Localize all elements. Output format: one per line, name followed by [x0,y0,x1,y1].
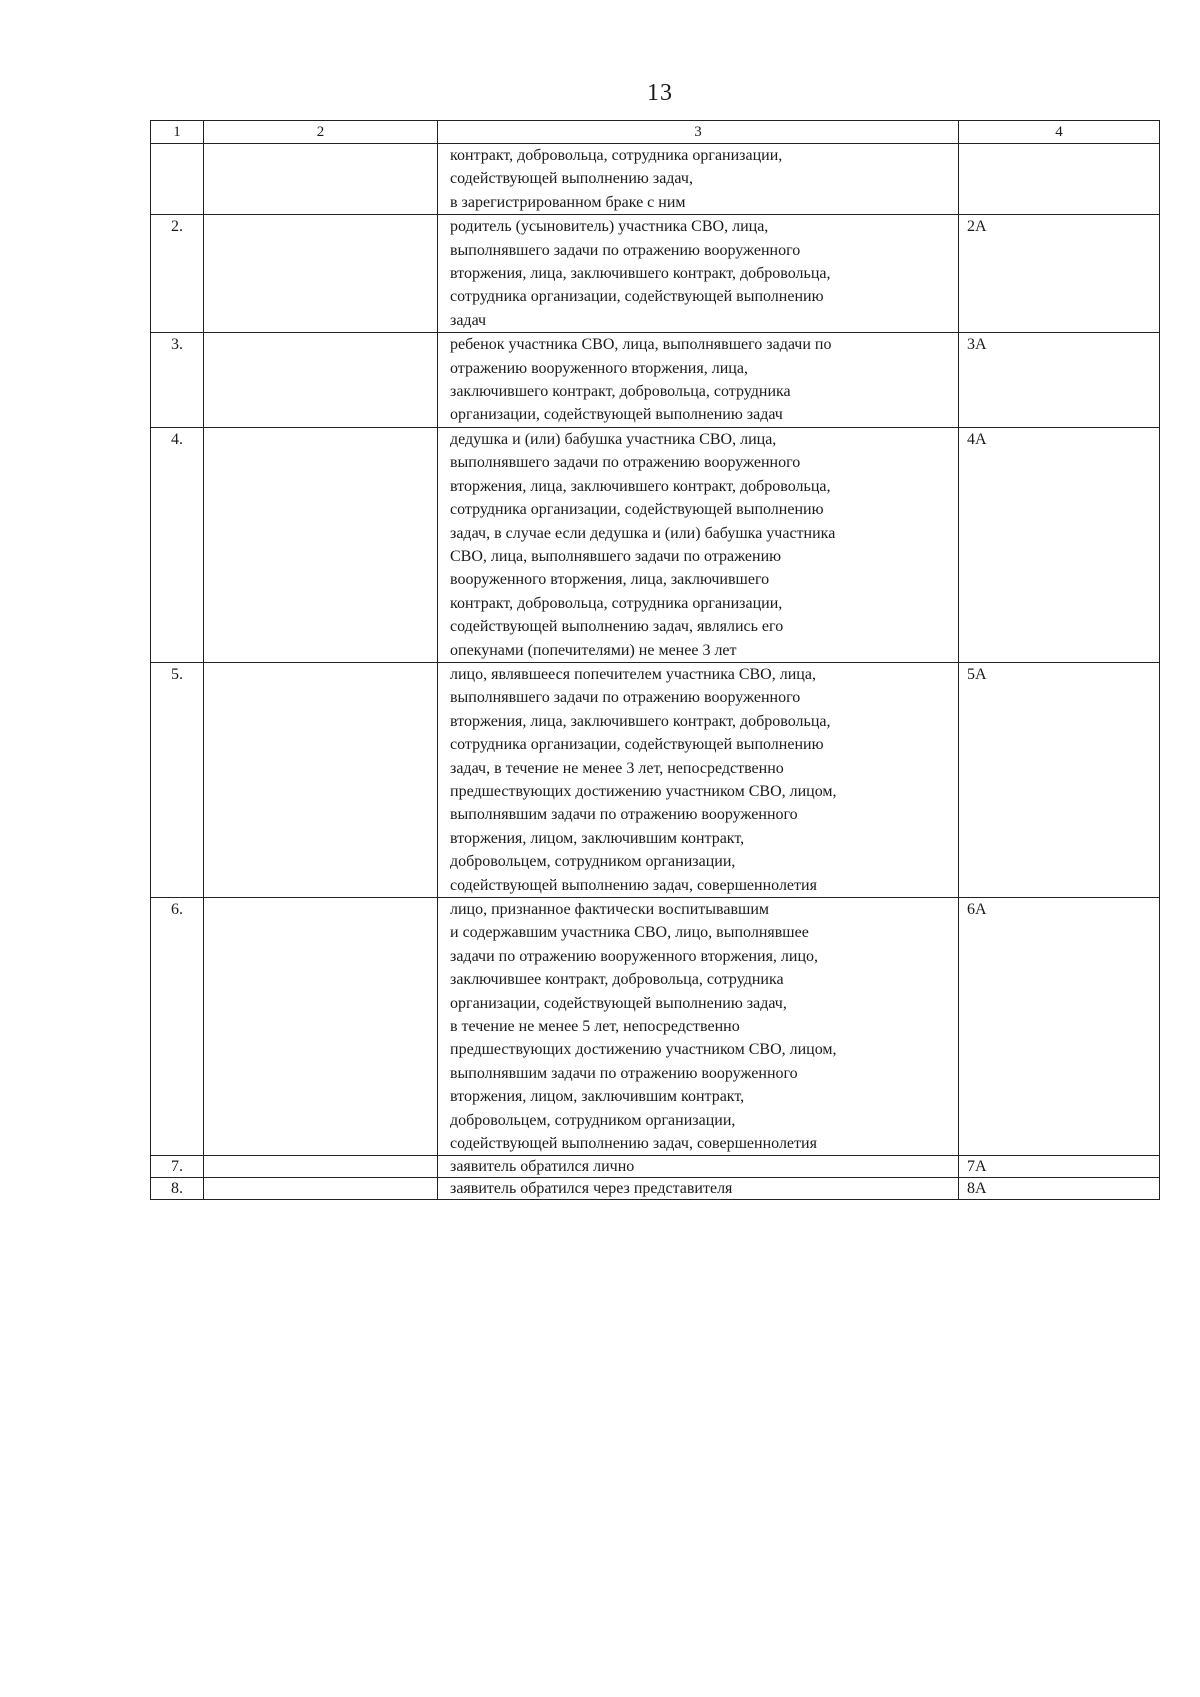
row-col2-cell [204,144,438,215]
row-number-text: 6. [171,901,183,918]
row-description [438,898,959,1156]
row-code-text: 3А [967,336,987,354]
row-description-text: заявитель обратился лично [450,1158,635,1176]
row-description-text: родитель (усыновитель) участника СВО, лица, выполнявшего задачи по отражению вооруженного вторжения, лица, заключившего контракт, добровольца, сотрудника организации, содействующей выполнению задач [450,218,831,329]
table-row [151,144,1160,215]
row-description [438,333,959,428]
table-row [151,427,1160,662]
table-header-row [151,121,1160,144]
row-col2-cell [204,662,438,897]
row-description-text: лицо, признанное фактически воспитывавшим и содержавшим участника СВО, лицо, выполнявшее задачи по отражению вооруженного вторжения, лицо, заключившее контракт, добровольца, сотрудника организации, содействующей выполнению задач, в течение не менее 5 лет, непосредственно предшествующих достижению участником СВО, лицом, выполнявшим задачи по отражению вооруженного вторжения, лицом, заключившим контракт, добровольцем, сотрудником организации, содействующей выполнению задач, совершеннолетия [450,901,837,1153]
row-description [438,1156,959,1178]
row-number-text: 4. [171,430,183,448]
row-description-text: дедушка и (или) бабушка участника СВО, лица, выполнявшего задачи по отражению вооруженного вторжения, лица, заключившего контракт, добровольца, сотрудника организации, содействующей выполнению задач, в случае если дедушка и (или) бабушка участника СВО, лица, выполнявшего задачи по отражению вооруженного вторжения, лица, заключившего контракт, добровольца, сотрудника организации, содействующей выполнению задач, являлись его опекунами (попечителями) не менее 3 лет [450,430,836,659]
row-number [151,1156,204,1178]
row-col2-cell [204,427,438,662]
row-code [959,144,1160,215]
row-code [959,1178,1160,1200]
row-code-text: 2А [967,218,987,236]
row-code-text: 5А [967,665,987,683]
table-row [151,215,1160,333]
row-code [959,333,1160,428]
row-number [151,898,204,1156]
row-col2-cell [204,333,438,428]
row-description [438,1178,959,1200]
table-row [151,662,1160,897]
row-description-text: контракт, добровольца, сотрудника организации, содействующей выполнению задач, в зарегистрированном браке с ним [450,147,783,211]
row-col2-cell [204,1178,438,1200]
row-col2-cell [204,898,438,1156]
row-number-text: 3. [171,336,183,354]
row-code-text: 7А [967,1158,987,1176]
row-description-text: заявитель обратился через представителя [450,1180,733,1198]
row-description-text: ребенок участника СВО, лица, выполнявшего задачи по отражению вооруженного вторжения, лица, заключившего контракт, добровольца, сотрудника организации, содействующей выполнению задач [450,336,832,424]
document-table-wrapper [150,120,1160,1200]
row-code [959,427,1160,662]
table-row [151,333,1160,428]
row-number [151,144,204,215]
row-number [151,662,204,897]
row-number-text: 8. [171,1180,183,1198]
row-description [438,662,959,897]
document-table [150,120,1160,1200]
page-number: 13 [647,80,673,106]
row-code-text: 4А [967,430,987,448]
row-number [151,1178,204,1200]
row-code-text: 6А [967,901,987,918]
row-number-text: 7. [171,1158,183,1176]
header-cell-1: 1 [151,121,204,144]
header-cell-2: 2 [204,121,438,144]
row-number-text: 2. [171,218,183,236]
table-row [151,1178,1160,1200]
row-description-text: лицо, являвшееся попечителем участника СВО, лица, выполнявшего задачи по отражению вооруженного вторжения, лица, заключившего контракт, добровольца, сотрудника организации, содействующей выполнению задач, в течение не менее 3 лет, непосредственно предшествующих достижению участником СВО, лицом, выполнявшим задачи по отражению вооруженного вторжения, лицом, заключившим контракт, добровольцем, сотрудником организации, содействующей выполнению задач, совершеннолетия [450,665,837,894]
row-description [438,144,959,215]
row-code [959,1156,1160,1178]
row-number-text: 5. [171,665,183,683]
table-row [151,898,1160,1156]
row-code-text: 8А [967,1180,987,1198]
row-code [959,215,1160,333]
row-number [151,215,204,333]
header-cell-3: 3 [438,121,959,144]
row-col2-cell [204,215,438,333]
row-code [959,662,1160,897]
row-number [151,333,204,428]
row-col2-cell [204,1156,438,1178]
row-description [438,427,959,662]
header-cell-4: 4 [959,121,1160,144]
row-description [438,215,959,333]
row-number [151,427,204,662]
row-code [959,898,1160,1156]
table-row [151,1156,1160,1178]
